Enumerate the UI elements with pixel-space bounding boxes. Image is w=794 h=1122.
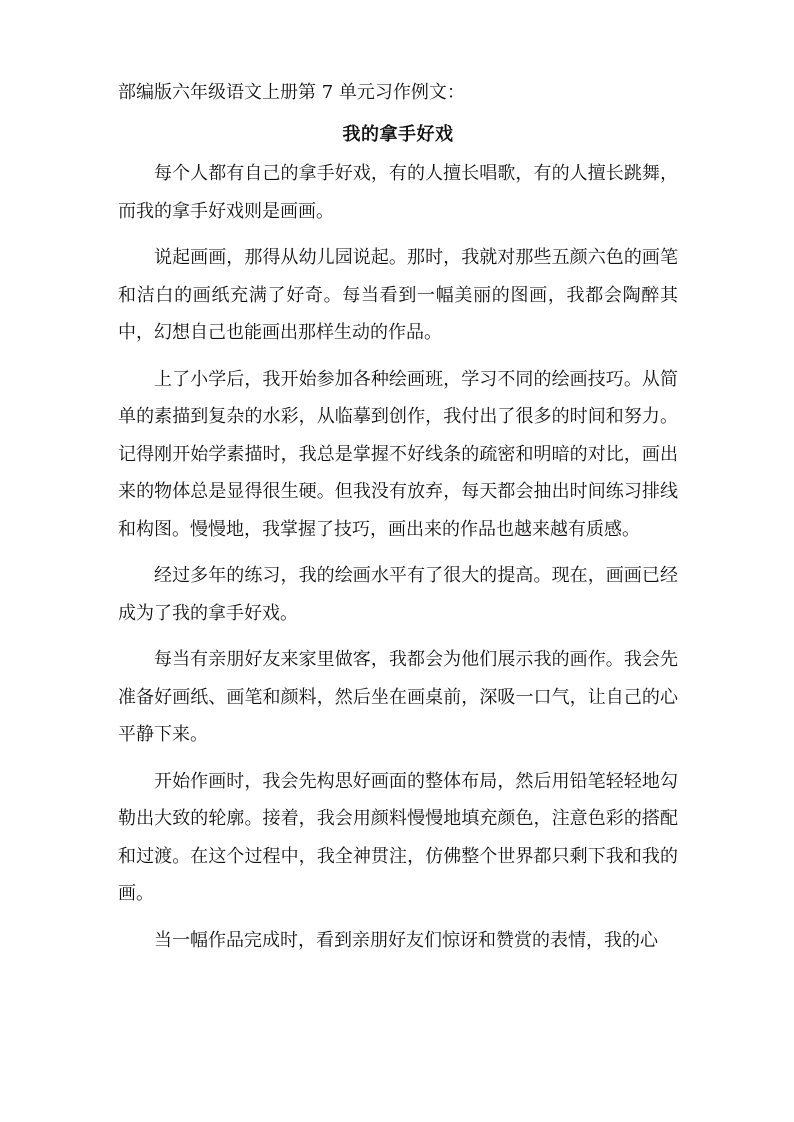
paragraph-6: 开始作画时，我会先构思好画面的整体布局，然后用铅笔轻轻地勾勒出大致的轮廓。接着，我会用颜料慢慢地填充颜色，注意色彩的搭配和过渡。在这个过程中，我全神贯注，仿佛整个世界都只剩下我和我的画。 [118, 770, 678, 904]
paragraph-3: 上了小学后，我开始参加各种绘画班，学习不同的绘画技巧。从简单的素描到复杂的水彩，从临摹到创作，我付出了很多的时间和努力。记得刚开始学素描时，我总是掌握不好线条的疏密和明暗的对比，画出来的物体总是显得很生硬。但我没有放弃，每天都会抽出时间练习排线和构图。慢慢地，我掌握了技巧，画出来的作品也越来越有质感。 [118, 368, 678, 540]
essay-title: 我的拿手好戏 [342, 123, 454, 145]
document-header: 部编版六年级语文上册第 7 单元习作例文： [118, 82, 465, 103]
paragraph-7: 当一幅作品完成时，看到亲朋好友们惊讶和赞赏的表情，我的心 [154, 929, 658, 951]
paragraph-5: 每当有亲朋好友来家里做客，我都会为他们展示我的画作。我会先准备好画纸、画笔和颜料，然后坐在画桌前，深吸一口气，让自己的心平静下来。 [118, 649, 678, 745]
paragraph-4: 经过多年的练习，我的绘画水平有了很大的提高。现在，画画已经成为了我的拿手好戏。 [118, 565, 678, 624]
document-body [118, 74, 678, 959]
paragraph-1: 每个人都有自己的拿手好戏，有的人擅长唱歌，有的人擅长跳舞，而我的拿手好戏则是画画。 [118, 163, 678, 222]
paragraph-2: 说起画画，那得从幼儿园说起。那时，我就对那些五颜六色的画笔和洁白的画纸充满了好奇。每当看到一幅美丽的图画，我都会陶醉其中，幻想自己也能画出那样生动的作品。 [118, 247, 678, 343]
